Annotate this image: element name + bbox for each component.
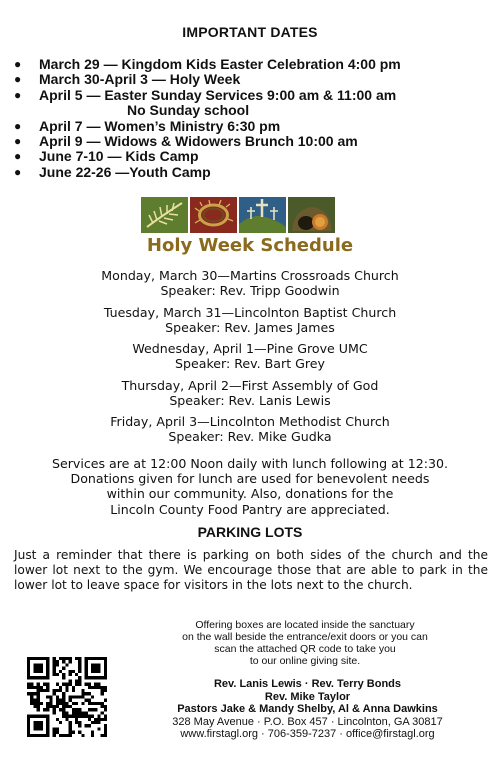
note-line: scan the attached QR code to take you [214,643,396,655]
schedule-day-speaker: Speaker: Rev. Tripp Goodwin [160,283,340,298]
schedule-day-speaker: Speaker: Rev. Bart Grey [175,356,325,371]
pastors-line: Rev. Lanis Lewis · Rev. Terry Bonds [213,678,402,690]
bullet-icon: ● [14,164,22,179]
important-dates-heading: IMPORTANT DATES [182,24,318,40]
note-line: Lincoln County Food Pantry are appreciated. [110,501,390,517]
schedule-day [0,268,500,298]
bullet-icon: ● [14,87,22,102]
schedule-day-speaker: Speaker: Rev. James James [165,319,335,335]
bullet-icon: ● [14,118,22,133]
schedule-day [0,378,500,408]
list-item: ● March 29 — Kingdom Kids Easter Celebration 4:00 pm [14,56,401,72]
parking-heading: PARKING LOTS [197,524,303,540]
note-line: on the wall beside the entrance/exit doors or you can [182,631,428,643]
parking-paragraph: Just a reminder that there is parking on both sides of the church and the lower lot next to the gym. We encourage those that are able to park in the lower lot to leave space for visitors in the lots next to the church. [14,548,488,593]
note-line: to our online giving site. [249,655,361,667]
offering-note [155,619,455,667]
bullet-icon: ● [14,72,22,87]
schedule-day [0,341,500,371]
important-dates-list [14,57,494,180]
pastors-line: Pastors Jake & Mandy Shelby, Al & Anna Dawkins [177,703,438,716]
website-phone-email-line: www.firstagl.org · 706-359-7237 · office@firstagl.org [180,728,435,741]
church-contact [140,678,475,741]
bullet-icon: ● [14,149,22,164]
note-line: Offering boxes are located inside the sanctuary [195,619,415,631]
schedule-day [0,414,500,444]
bullet-icon: ● [14,57,22,71]
bullet-icon: ● [14,134,22,149]
schedule-day-location: Tuesday, March 31—Lincolnton Baptist Church [103,304,397,320]
list-item: ● April 9 — Widows & Widowers Brunch 10:00 am [14,133,358,150]
qr-code-icon[interactable] [27,657,107,737]
schedule-day-location: Thursday, April 2—First Assembly of God [121,377,379,393]
schedule-day-location: Monday, March 30—Martins Crossroads Church [101,268,399,283]
list-item-subline: No Sunday school [127,102,250,119]
crosses-hill-icon [239,197,286,233]
schedule-day [0,305,500,335]
list-item: ● April 7 — Women’s Ministry 6:30 pm [14,117,281,134]
schedule-day-speaker: Speaker: Rev. Lanis Lewis [169,392,331,408]
schedule-day-location: Friday, April 3—Lincolnton Methodist Church [110,414,390,429]
schedule-day-speaker: Speaker: Rev. Mike Gudka [168,429,332,444]
holy-week-title: Holy Week Schedule [146,235,354,256]
holy-week-schedule [0,268,500,451]
list-item: ● June 7-10 — Kids Camp [14,148,199,165]
list-item: ● April 5 — Easter Sunday Services 9:00 am & 11:00 am No Sunday school [14,88,494,119]
pastors-line: Rev. Mike Taylor [264,690,351,703]
crown-of-thorns-icon [190,197,237,233]
services-note [0,456,500,517]
list-item: ● June 22-26 —Youth Camp [14,163,211,180]
empty-tomb-icon [288,197,335,233]
palm-branch-icon [141,197,188,233]
schedule-day-location: Wednesday, April 1—Pine Grove UMC [132,341,368,356]
note-line: within our community. Also, donations for the [106,486,394,502]
note-line: Services are at 12:00 Noon daily with lunch following at 12:30. [51,456,449,471]
note-line: Donations given for lunch are used for benevolent needs [70,471,430,487]
holy-week-icons [141,197,337,233]
list-item: ● March 30-April 3 — Holy Week [14,71,241,88]
address-line: 328 May Avenue · P.O. Box 457 · Lincolnton, GA 30817 [172,715,443,728]
